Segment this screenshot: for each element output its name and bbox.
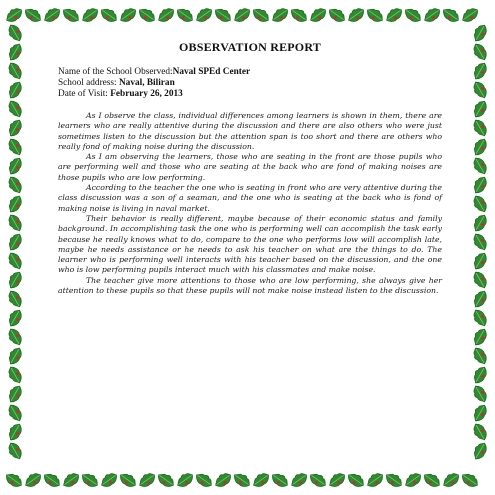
holly-leaf-icon <box>61 5 82 24</box>
holly-leaf-icon <box>345 5 366 24</box>
holly-leaf-icon <box>174 470 195 489</box>
holly-leaf-icon <box>156 470 177 489</box>
body-paragraph: As I observe the class, individual differences among learners is shown in them, there are learners who are really attentive during the discussion and there are also others who were just sometimes listen to the discussion but the attention span is too short and there are others who really fond of making noise during the discussion. <box>58 111 442 151</box>
holly-leaf-icon <box>403 5 424 24</box>
holly-leaf-icon <box>22 470 43 489</box>
school-name-line <box>58 67 442 78</box>
holly-leaf-icon <box>6 23 24 44</box>
holly-leaf-icon <box>6 441 24 462</box>
holly-leaf-icon <box>4 470 25 489</box>
holly-leaf-icon <box>471 250 489 271</box>
report-content <box>58 40 442 296</box>
holly-leaf-icon <box>288 470 309 489</box>
holly-leaf-icon <box>175 5 196 24</box>
holly-leaf-icon <box>471 174 489 195</box>
holly-leaf-icon <box>6 231 24 252</box>
holly-leaf-icon <box>6 327 24 348</box>
school-label: Name of the School Observed: <box>58 67 173 77</box>
holly-leaf-icon <box>440 470 461 489</box>
holly-leaf-icon <box>346 470 367 489</box>
holly-leaf-icon <box>471 98 489 119</box>
date-value: February 26, 2013 <box>110 89 183 99</box>
holly-leaf-icon <box>6 289 24 310</box>
holly-leaf-icon <box>6 403 24 424</box>
holly-leaf-icon <box>6 99 24 120</box>
holly-leaf-icon <box>471 42 489 63</box>
holly-leaf-icon <box>471 422 489 443</box>
holly-leaf-icon <box>270 470 291 489</box>
holly-leaf-icon <box>118 470 139 489</box>
holly-leaf-icon <box>6 41 24 62</box>
holly-leaf-icon <box>384 470 405 489</box>
holly-leaf-icon <box>194 470 215 489</box>
body-paragraph: As I am observing the learners, those who are seating in the front are those pupils who are performing well and those who are seating at the back who are fond of making noises are those pupils who are low performing. <box>58 152 442 182</box>
holly-leaf-icon <box>471 270 489 291</box>
visit-date-line <box>58 89 442 100</box>
holly-leaf-icon <box>79 5 100 24</box>
holly-leaf-icon <box>471 80 489 101</box>
holly-leaf-icon <box>471 22 489 43</box>
school-value: Naval SPEd Center <box>172 67 251 77</box>
holly-leaf-icon <box>41 5 62 24</box>
holly-leaf-icon <box>6 79 24 100</box>
holly-leaf-icon <box>6 365 24 386</box>
report-title: OBSERVATION REPORT <box>178 40 321 54</box>
holly-leaf-icon <box>6 137 24 158</box>
holly-leaf-icon <box>422 470 443 489</box>
body-paragraph: Their behavior is really different, maybe because of their economic status and family background. In accomplishing task the one who is performing well can accomplish the task early because he really knows what to do, compare to the one who performs low will accomplish late, maybe he needs assistance or he needs to ask his teacher on what are the things to do. The learner who is performing well interacts with his teacher based on the discussion, and the one who is low performing pupils interact much with his classmates and make noise. <box>58 213 442 275</box>
holly-leaf-icon <box>6 345 24 366</box>
holly-leaf-icon <box>117 5 138 24</box>
holly-leaf-icon <box>471 288 489 309</box>
holly-leaf-icon <box>326 470 347 489</box>
holly-leaf-icon <box>471 194 489 215</box>
holly-leaf-icon <box>308 470 329 489</box>
holly-leaf-icon <box>289 5 310 24</box>
holly-leaf-icon <box>6 383 24 404</box>
holly-leaf-icon <box>42 470 63 489</box>
holly-leaf-icon <box>212 470 233 489</box>
holly-leaf-icon <box>441 5 462 24</box>
holly-leaf-icon <box>383 5 404 24</box>
holly-leaf-icon <box>136 470 157 489</box>
address-label: School address: <box>58 78 119 88</box>
holly-leaf-icon <box>6 175 24 196</box>
holly-leaf-icon <box>6 307 24 328</box>
holly-leaf-icon <box>327 5 348 24</box>
date-label: Date of Visit: <box>58 89 111 99</box>
holly-leaf-icon <box>269 5 290 24</box>
holly-leaf-icon <box>471 308 489 329</box>
holly-leaf-icon <box>231 5 252 24</box>
holly-leaf-icon <box>6 213 24 234</box>
report-meta <box>58 67 442 100</box>
holly-leaf-icon <box>155 5 176 24</box>
holly-leaf-icon <box>460 470 481 489</box>
holly-leaf-icon <box>471 384 489 405</box>
holly-leaf-icon <box>471 118 489 139</box>
holly-leaf-icon <box>193 5 214 24</box>
report-body <box>58 111 442 296</box>
holly-leaf-icon <box>250 470 271 489</box>
holly-leaf-icon <box>251 5 272 24</box>
holly-leaf-icon <box>6 155 24 176</box>
holly-leaf-icon <box>364 470 385 489</box>
holly-leaf-icon <box>471 136 489 157</box>
holly-leaf-icon <box>6 269 24 290</box>
holly-leaf-icon <box>99 5 120 24</box>
address-value: Naval, Biliran <box>118 78 175 88</box>
holly-leaf-icon <box>23 5 44 24</box>
holly-leaf-icon <box>137 5 158 24</box>
holly-leaf-icon <box>471 60 489 81</box>
holly-leaf-icon <box>6 251 24 272</box>
holly-leaf-icon <box>471 346 489 367</box>
holly-leaf-icon <box>307 5 328 24</box>
holly-leaf-icon <box>3 5 24 24</box>
holly-leaf-icon <box>6 193 24 214</box>
body-paragraph: The teacher give more attentions to those who are low performing, she always give her attention to these pupils so that these pupils will not make noise instead listen to the discussion. <box>58 275 442 296</box>
body-paragraph: According to the teacher the one who is seating in front who are very attentive during the class discussion was a son of a seaman, and the one who is seating at the back who is fond of making noise is living in naval market. <box>58 183 442 213</box>
school-address-line <box>58 78 442 89</box>
holly-leaf-icon <box>471 212 489 233</box>
holly-leaf-icon <box>6 421 24 442</box>
holly-leaf-icon <box>365 5 386 24</box>
holly-leaf-icon <box>471 402 489 423</box>
holly-leaf-icon <box>98 470 119 489</box>
holly-leaf-icon <box>232 470 253 489</box>
holly-leaf-icon <box>459 5 480 24</box>
holly-leaf-icon <box>471 440 489 461</box>
holly-leaf-icon <box>6 61 24 82</box>
holly-leaf-icon <box>471 232 489 253</box>
holly-leaf-icon <box>421 5 442 24</box>
holly-leaf-icon <box>60 470 81 489</box>
holly-leaf-icon <box>471 156 489 177</box>
holly-leaf-icon <box>402 470 423 489</box>
holly-leaf-icon <box>80 470 101 489</box>
holly-leaf-icon <box>213 5 234 24</box>
holly-leaf-icon <box>471 364 489 385</box>
holly-leaf-icon <box>471 326 489 347</box>
holly-leaf-icon <box>6 117 24 138</box>
